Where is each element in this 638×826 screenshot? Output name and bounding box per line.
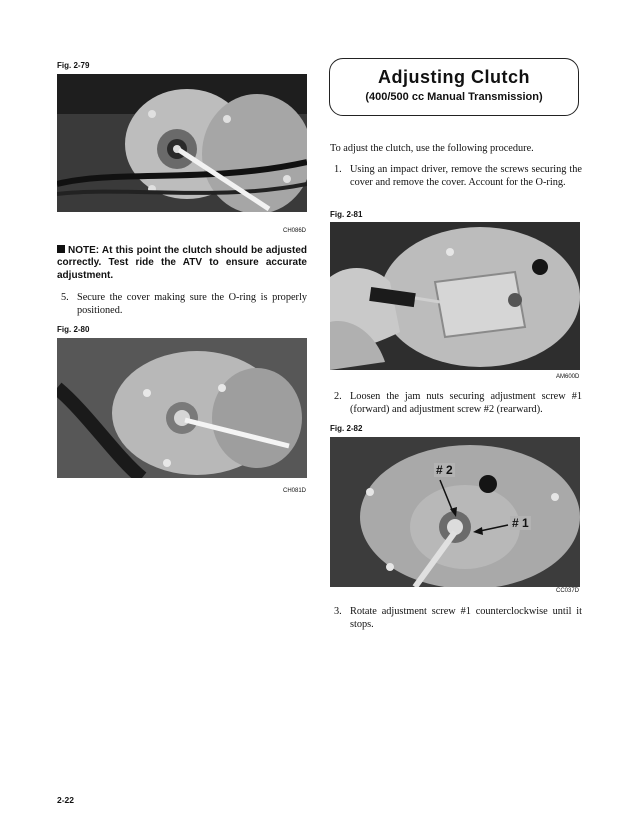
callout-2: # 2	[436, 463, 453, 477]
fig-2-82-label: Fig. 2-82	[330, 424, 363, 433]
section-title: Adjusting Clutch	[378, 67, 530, 87]
fig-2-82-code: CC037D	[556, 588, 580, 594]
fig-2-79-photo	[57, 74, 307, 227]
step-2: 2. Loosen the jam nuts securing adjustment screw #1 (forward) and adjustment screw #2 (rearward).	[334, 391, 582, 415]
fig-2-79-label: Fig. 2-79	[57, 61, 90, 70]
section-title-box	[329, 58, 579, 116]
fig-2-81-label: Fig. 2-81	[330, 210, 363, 219]
step-5: 5. Secure the cover making sure the O-ring is properly positioned.	[61, 292, 307, 316]
note-square-icon	[57, 245, 65, 253]
step-1: 1. Using an impact driver, remove the screws securing the cover and remove the cover. Account for the O-ring.	[334, 164, 582, 188]
fig-2-80-code: CH081D	[283, 488, 307, 494]
fig-2-81-code: AM600D	[556, 374, 580, 380]
note-text: NOTE: At this point the clutch should be adjusted correctly. Test ride the ATV to ensure accurate adjustment.	[57, 245, 307, 281]
intro-text: To adjust the clutch, use the following procedure.	[330, 143, 534, 154]
fig-2-80-photo	[57, 338, 307, 486]
step-3: 3. Rotate adjustment screw #1 counterclockwise until it stops.	[334, 606, 582, 630]
fig-2-80-label: Fig. 2-80	[57, 325, 90, 334]
fig-2-81-photo	[330, 222, 580, 380]
page-number: 2-22	[57, 795, 75, 805]
fig-2-79-code: CH086D	[283, 228, 307, 234]
callout-1: # 1	[512, 516, 529, 530]
section-subtitle: (400/500 cc Manual Transmission)	[365, 91, 543, 103]
fig-2-82-photo	[330, 437, 580, 587]
